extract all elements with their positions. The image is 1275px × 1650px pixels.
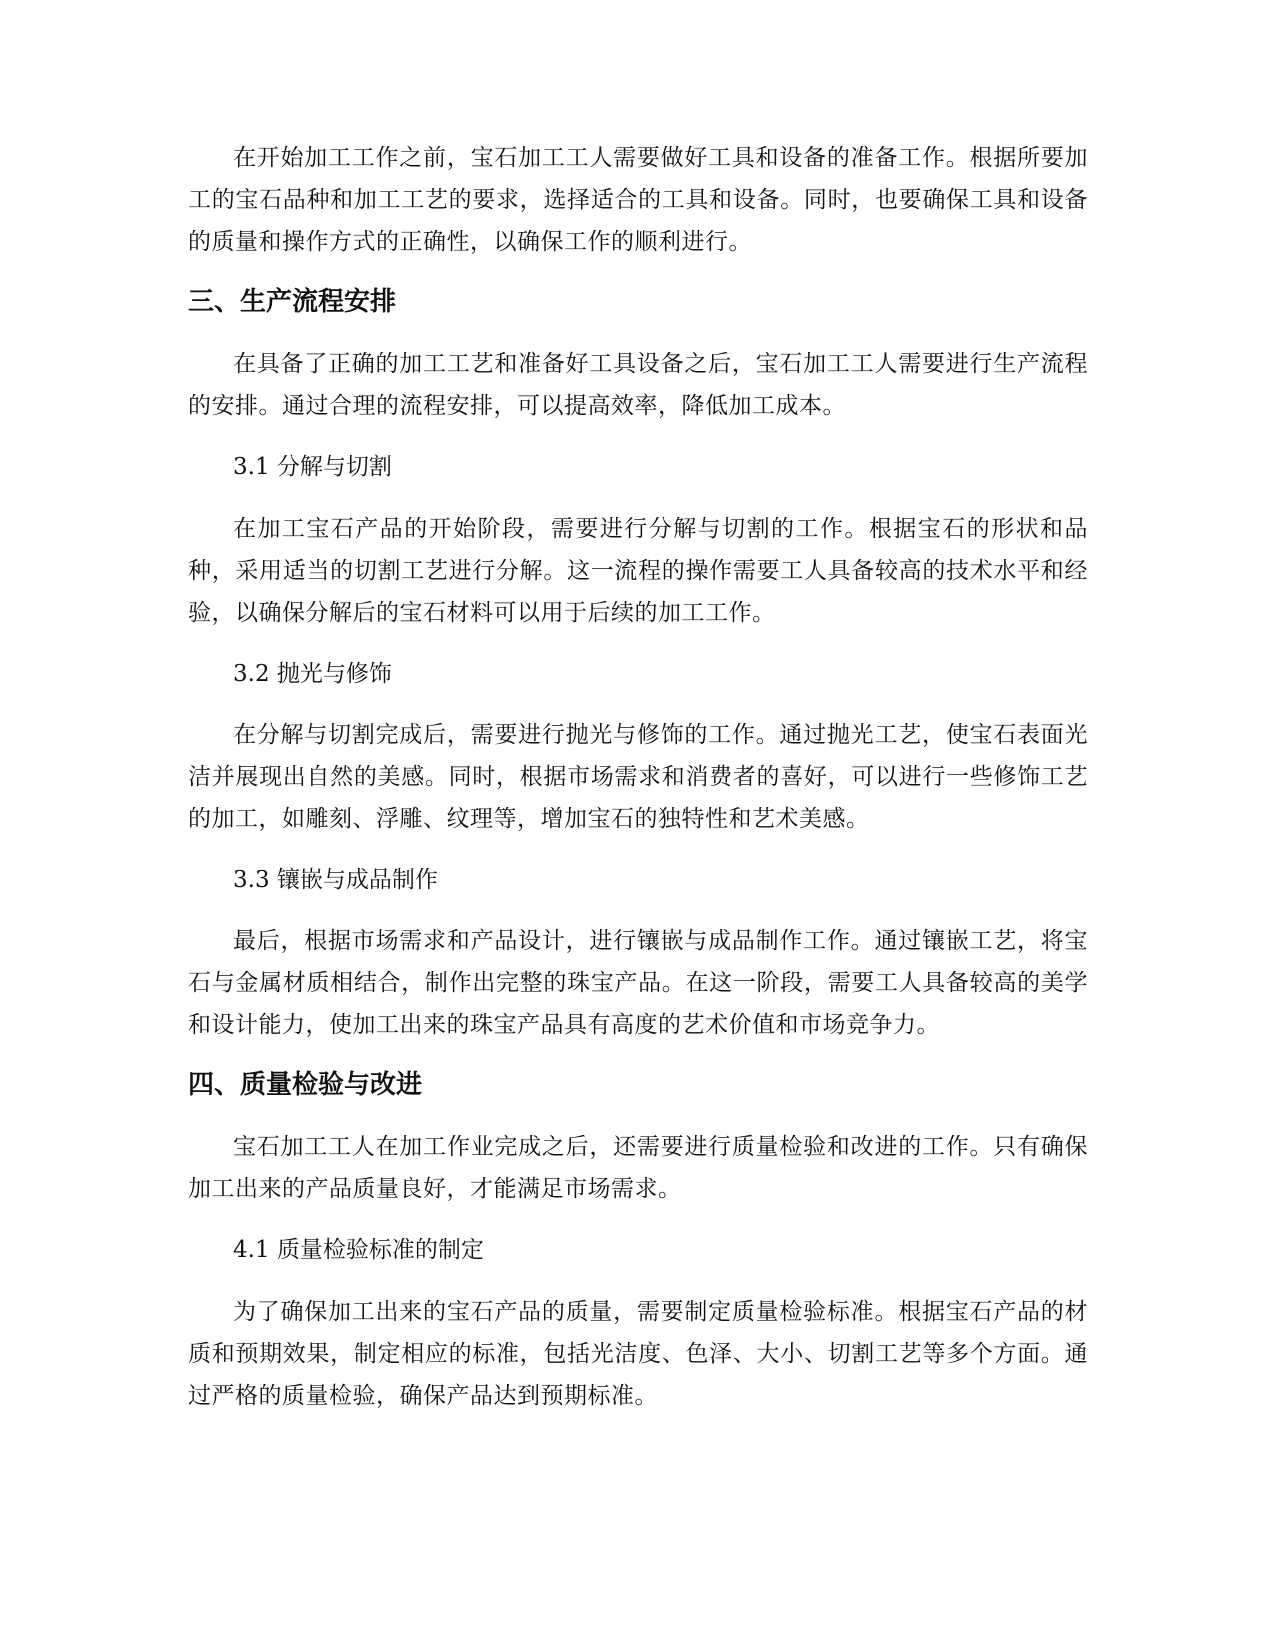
paragraph-polish-decorate: 在分解与切割完成后，需要进行抛光与修饰的工作。通过抛光工艺，使宝石表面光洁并展现出自然的美感。同时，根据市场需求和消费者的喜好，可以进行一些修饰工艺的加工，如雕刻、浮雕、纹理等，增加宝石的独特性和艺术美感。 <box>188 722 1088 832</box>
subheading-polish-decorate: 3.2 抛光与修饰 <box>233 661 392 687</box>
paragraph-inlay-finish: 最后，根据市场需求和产品设计，进行镶嵌与成品制作工作。通过镶嵌工艺，将宝石与金属材质相结合，制作出完整的珠宝产品。在这一阶段，需要工人具备较高的美学和设计能力，使加工出来的珠宝产品具有高度的艺术价值和市场竞争力。 <box>188 928 1088 1038</box>
section-heading-quality-inspection: 四、质量检验与改进 <box>188 1070 423 1100</box>
paragraph-quality-inspection: 宝石加工工人在加工作业完成之后，还需要进行质量检验和改进的工作。只有确保加工出来的产品质量良好，才能满足市场需求。 <box>188 1134 1088 1202</box>
paragraph-process-arrangement: 在具备了正确的加工工艺和准备好工具设备之后，宝石加工工人需要进行生产流程的安排。通过合理的流程安排，可以提高效率，降低加工成本。 <box>188 351 1088 419</box>
subheading-quality-standards: 4.1 质量检验标准的制定 <box>233 1237 484 1263</box>
subheading-decompose-cut: 3.1 分解与切割 <box>233 454 392 480</box>
subheading-inlay-finish: 3.3 镶嵌与成品制作 <box>233 867 438 893</box>
paragraph-tool-preparation: 在开始加工工作之前，宝石加工工人需要做好工具和设备的准备工作。根据所要加工的宝石品种和加工工艺的要求，选择适合的工具和设备。同时，也要确保工具和设备的质量和操作方式的正确性，以确保工作的顺利进行。 <box>188 145 1088 255</box>
paragraph-quality-standards: 为了确保加工出来的宝石产品的质量，需要制定质量检验标准。根据宝石产品的材质和预期效果，制定相应的标准，包括光洁度、色泽、大小、切割工艺等多个方面。通过严格的质量检验，确保产品达到预期标准。 <box>188 1299 1088 1409</box>
paragraph-decompose-cut: 在加工宝石产品的开始阶段，需要进行分解与切割的工作。根据宝石的形状和品种，采用适当的切割工艺进行分解。这一流程的操作需要工人具备较高的技术水平和经验，以确保分解后的宝石材料可以用于后续的加工工作。 <box>188 516 1088 626</box>
section-heading-production-process: 三、生产流程安排 <box>188 287 397 317</box>
